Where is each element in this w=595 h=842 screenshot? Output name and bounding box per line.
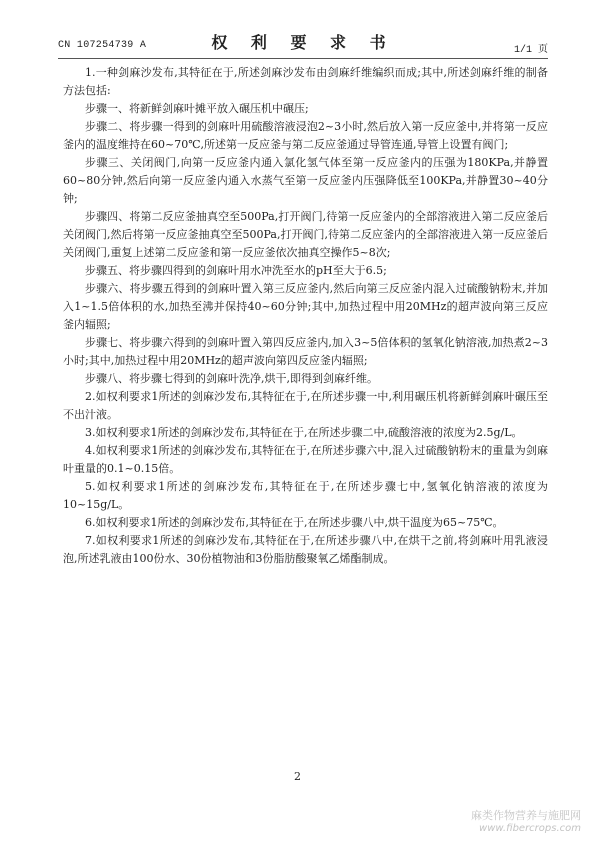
claim-1-step-6: 步骤六、将步骤五得到的剑麻叶置入第三反应釜内,然后向第三反应釜内混入过硫酸钠粉末,并加入1~1.5倍体积的水,加热至沸并保持40~60分钟;其中,加热过程中用20MHz的超声波向第三反应釜内辐照; (63, 282, 548, 331)
claim-1-step-1: 步骤一、将新鲜剑麻叶摊平放入碾压机中碾压; (85, 102, 309, 115)
watermark-url: www.fibercrops.com (479, 823, 581, 834)
claim-6: 6.如权利要求1所述的剑麻沙发布,其特征在于,在所述步骤八中,烘干温度为65~75℃。 (85, 516, 504, 529)
claim-1-step-5: 步骤五、将步骤四得到的剑麻叶用水冲洗至水的pH至大于6.5; (85, 264, 387, 277)
claim-5: 5.如权利要求1所述的剑麻沙发布,其特征在于,在所述步骤七中,氢氧化钠溶液的浓度为10~15g/L。 (63, 480, 548, 511)
page-header (58, 30, 548, 56)
site-watermark (456, 807, 581, 834)
claim-7: 7.如权利要求1所述的剑麻沙发布,其特征在于,在所述步骤八中,在烘干之前,将剑麻叶用乳液浸泡,所述乳液由100份水、30份植物油和3份脂肪酸聚氧乙烯酯制成。 (63, 534, 548, 565)
claim-1-step-2: 步骤二、将步骤一得到的剑麻叶用硫酸溶液浸泡2~3小时,然后放入第一反应釜中,并将第一反应釜内的温度维持在60~70℃,所述第一反应釜与第二反应釜通过导管连通,导管上设置有阀门; (63, 120, 548, 151)
header-divider (58, 58, 548, 59)
claim-2: 2.如权利要求1所述的剑麻沙发布,其特征在于,在所述步骤一中,利用碾压机将新鲜剑麻叶碾压至不出汁液。 (63, 390, 548, 421)
claim-4: 4.如权利要求1所述的剑麻沙发布,其特征在于,在所述步骤六中,混入过硫酸钠粉末的重量为剑麻叶重量的0.1~0.15倍。 (63, 444, 548, 475)
publication-number: CN 107254739 A (58, 40, 147, 51)
claims-body (63, 64, 548, 568)
claim-3: 3.如权利要求1所述的剑麻沙发布,其特征在于,在所述步骤二中,硫酸溶液的浓度为2.5g/L。 (85, 426, 523, 439)
claim-1: 1.一种剑麻沙发布,其特征在于,所述剑麻沙发布由剑麻纤维编织而成;其中,所述剑麻纤维的制备方法包括: (63, 66, 548, 97)
page-indicator: 1/1 页 (513, 45, 548, 56)
claim-1-step-7: 步骤七、将步骤六得到的剑麻叶置入第四反应釜内,加入3~5倍体积的氢氧化钠溶液,加热煮2~3小时;其中,加热过程中用20MHz的超声波向第四反应釜内辐照; (63, 336, 548, 367)
page-title: 权 利 要 求 书 (211, 33, 395, 52)
claim-1-step-8: 步骤八、将步骤七得到的剑麻叶洗净,烘干,即得到剑麻纤维。 (85, 372, 378, 385)
page-number: 2 (294, 770, 301, 783)
watermark-site-name: 麻类作物营养与施肥网 (471, 809, 581, 822)
claim-1-step-3: 步骤三、关闭阀门,向第一反应釜内通入氯化氢气体至第一反应釜内的压强为180KPa,并静置60~80分钟,然后向第一反应釜内通入水蒸气至第一反应釜内压强降低至100KPa,并静置30~40分钟; (63, 156, 548, 205)
claim-1-step-4: 步骤四、将第二反应釜抽真空至500Pa,打开阀门,待第一反应釜内的全部溶液进入第二反应釜后关闭阀门,然后将第一反应釜抽真空至500Pa,打开阀门,待第二反应釜内的全部溶液进入第一反应釜后关闭阀门,重复上述第二反应釜和第一反应釜依次抽真空操作5~8次; (63, 210, 548, 259)
